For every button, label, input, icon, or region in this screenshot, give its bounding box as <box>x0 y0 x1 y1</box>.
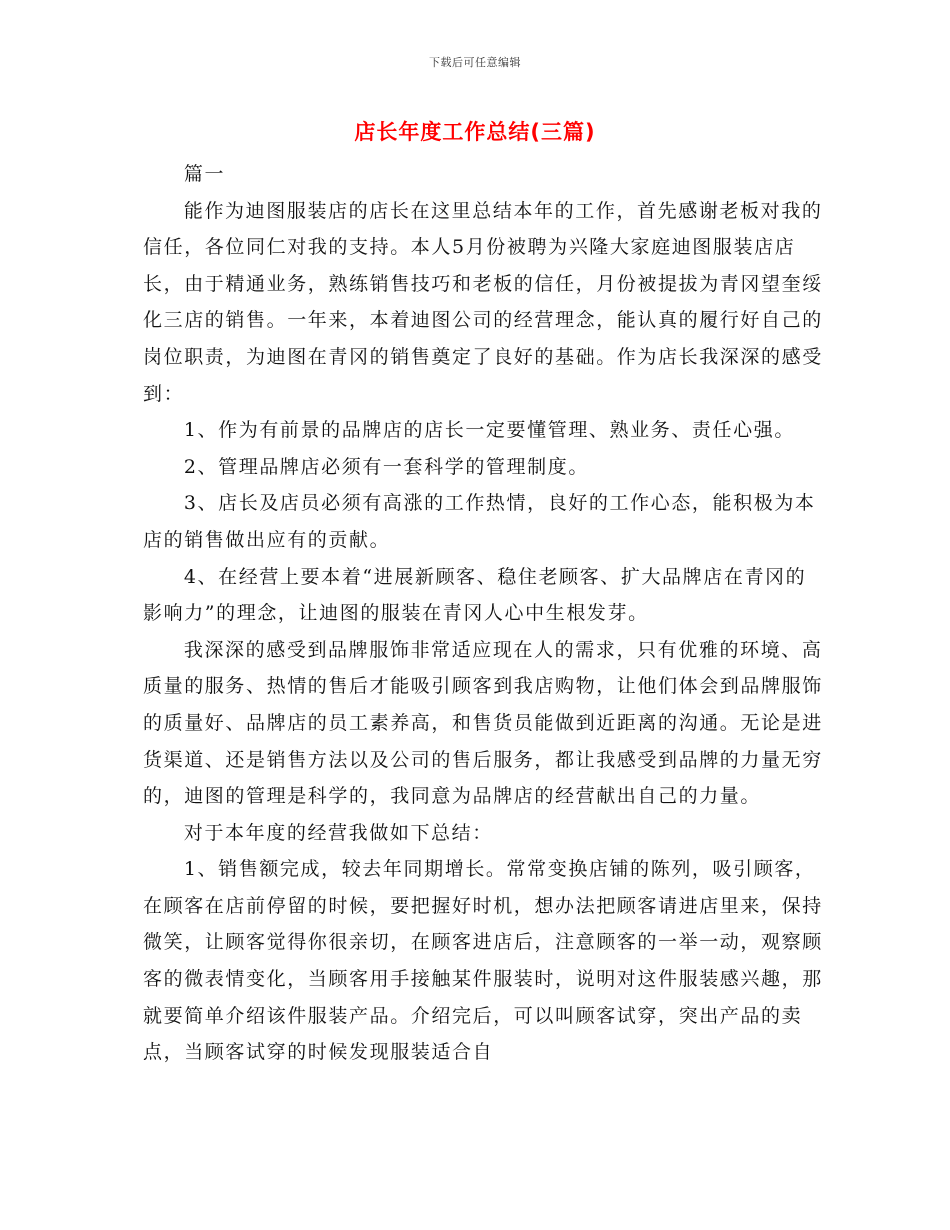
summary-item-1: 1、销售额完成，较去年同期增长。常常变换店铺的陈列，吸引顾客，在顾客在店前停留的时候，要把握好时机，想办法把顾客请进店里来，保持微笑，让顾客觉得你很亲切，在顾客进店后，注意顾客的一举一动，观察顾客的微表情变化，当顾客用手接触某件服装时，说明对这件服装感兴趣，那就要简单介绍该件服装产品。介绍完后，可以叫顾客试穿，突出产品的卖点，当顾客试穿的时候发现服装适合自 <box>143 858 823 1064</box>
list-item-1: 1、作为有前景的品牌店的店长一定要懂管理、熟业务、责任心强。 <box>183 419 795 442</box>
document-title: 店长年度工作总结(三篇) <box>354 120 596 144</box>
list-item-2: 2、管理品牌店必须有一套科学的管理制度。 <box>183 455 589 478</box>
paragraph-intro: 能作为迪图服装店的店长在这里总结本年的工作，首先感谢老板对我的信任，各位同仁对我的支持。本人5月份被聘为兴隆大家庭迪图服装店店长，由于精通业务，熟练销售技巧和老板的信任，月份被提拔为青冈望奎绥化三店的销售。一年来，本着迪图公司的经营理念，能认真的履行好自己的岗位职责，为迪图在青冈的销售奠定了良好的基础。作为店长我深深的感受到： <box>143 199 823 405</box>
list-item-3: 3、店长及店员必须有高涨的工作热情，良好的工作心态，能积极为本店的销售做出应有的贡献。 <box>143 492 816 551</box>
paragraph-summary-intro: 对于本年度的经营我做如下总结： <box>183 821 493 844</box>
list-item-4: 4、在经营上要本着“进展新顾客、稳住老顾客、扩大品牌店在青冈的影响力”的理念，让迪图的服装在青冈人心中生根发芽。 <box>143 565 807 625</box>
section-heading: 篇一 <box>183 163 226 185</box>
document-body <box>143 156 823 1071</box>
page-header-note: 下载后可任意编辑 <box>429 56 521 69</box>
paragraph-brand: 我深深的感受到品牌服饰非常适应现在人的需求，只有优雅的环境、高质量的服务、热情的售后才能吸引顾客到我店购物，让他们体会到品牌服饰的质量好、品牌店的员工素养高，和售货员能做到近距离的沟通。无论是进货渠道、还是销售方法以及公司的售后服务，都让我感受到品牌的力量无穷的，迪图的管理是科学的，我同意为品牌店的经营献出自己的力量。 <box>143 638 823 808</box>
